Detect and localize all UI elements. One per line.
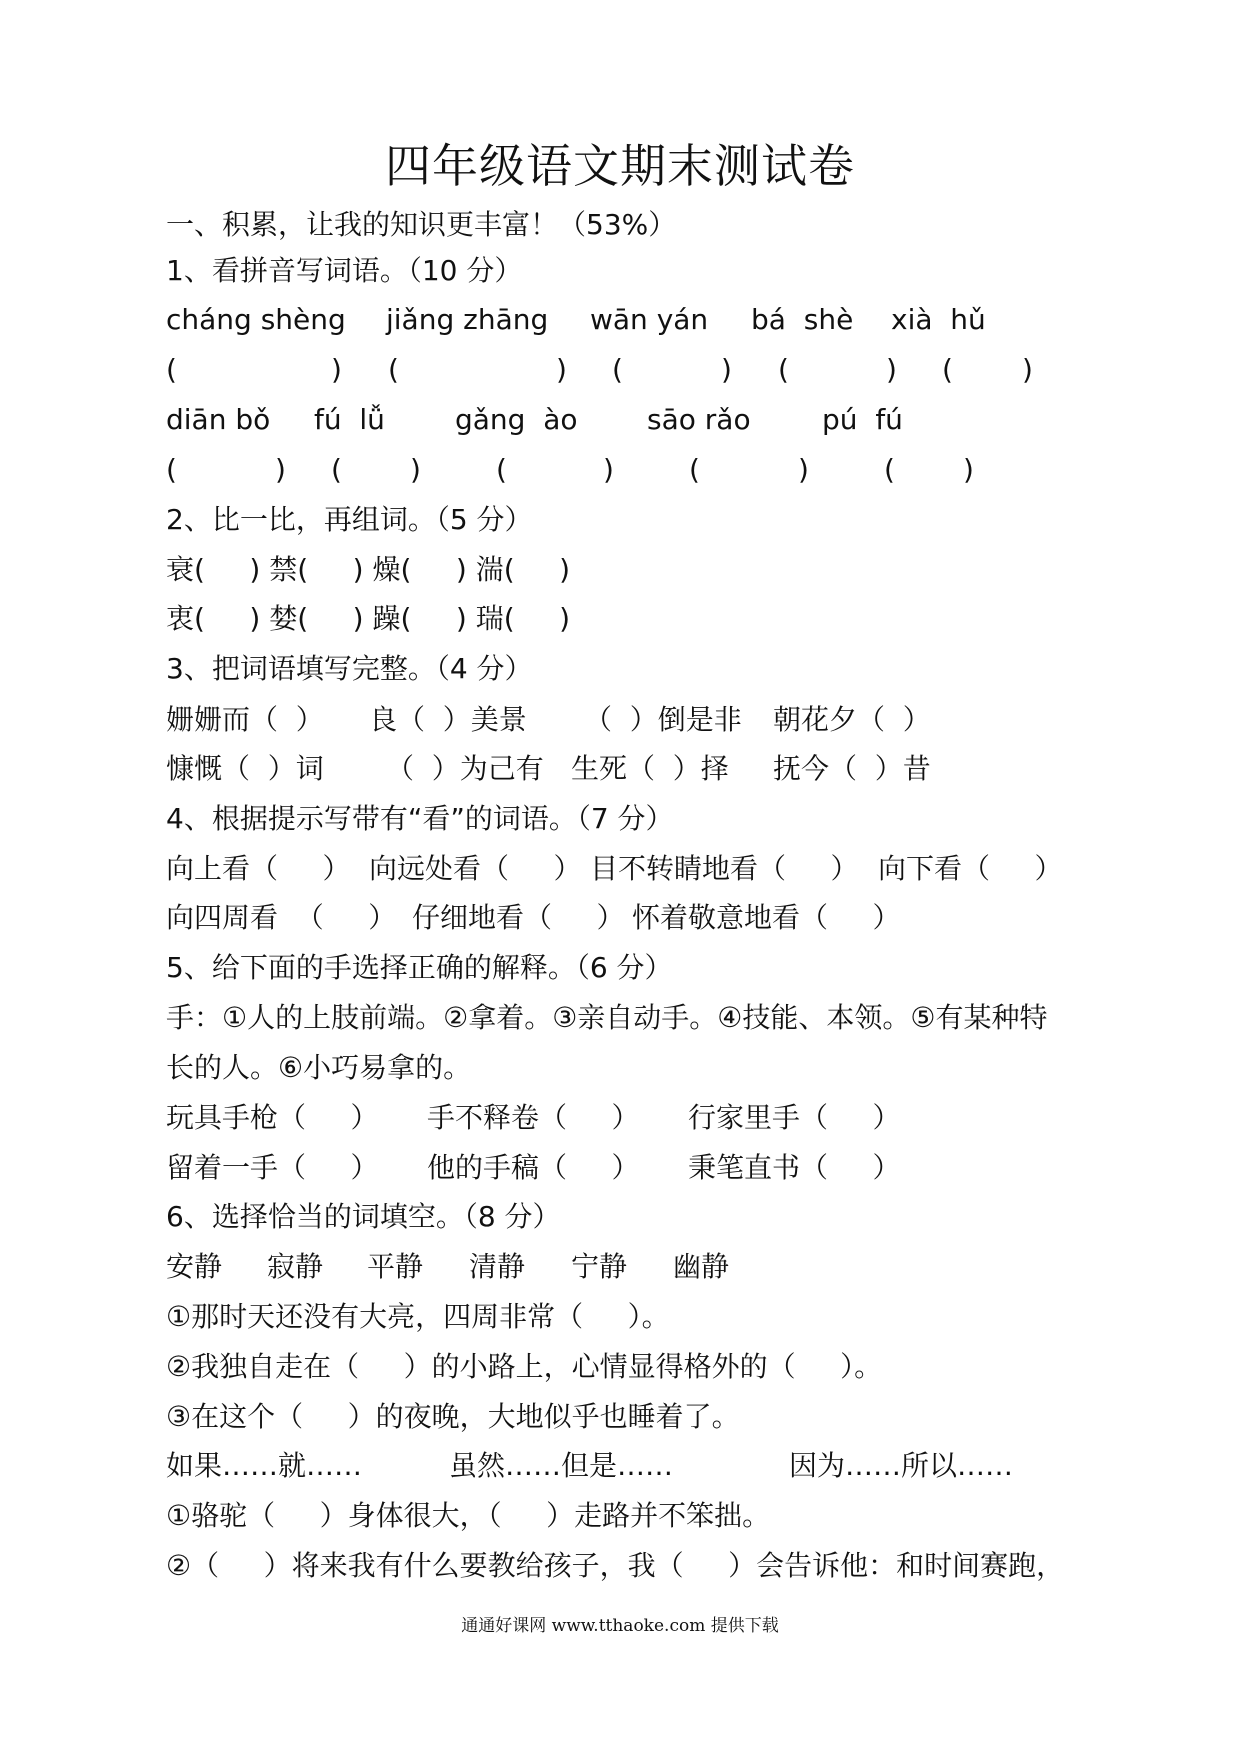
q6-heading: 6、选择恰当的词填空。（8 分）: [166, 1200, 561, 1233]
look-word-blank: 向远处看（ ）: [369, 852, 582, 885]
q2-heading: 2、比一比，再组词。（5 分）: [166, 503, 533, 536]
idiom-blank: 朝花夕（ ）: [773, 703, 931, 736]
pinyin-word: fú lǚ: [314, 403, 385, 436]
answer-bracket: (: [942, 353, 953, 386]
q2-row-1: 衰( ) 禁( ) 燥( ) 湍( ): [166, 553, 571, 586]
pinyin-word: xià hǔ: [891, 303, 986, 336]
q1-heading: 1、看拼音写词语。（10 分）: [166, 254, 523, 287]
q6-conjunction-sentence-2: ②（ ）将来我有什么要教给孩子，我（ ）会告诉他：和时间赛跑，: [166, 1549, 1065, 1582]
q6-conjunction-sentence-1: ①骆驼（ ）身体很大，（ ）走路并不笨拙。: [166, 1499, 771, 1532]
q5-row-2: [166, 1148, 1106, 1188]
look-word-blank: 目不转睛地看（ ）: [590, 852, 859, 885]
answer-bracket: (: [778, 353, 789, 386]
look-word-blank: 仔细地看（ ）: [412, 901, 625, 934]
q6-conjunction-bank: [166, 1446, 1106, 1486]
phrase-blank: 留着一手（ ）: [166, 1151, 379, 1184]
answer-bracket: (: [496, 453, 507, 486]
pinyin-word: gǎng ào: [455, 403, 578, 436]
pinyin-word: diān bǒ: [166, 403, 271, 436]
pinyin-word: jiǎng zhāng: [386, 303, 549, 336]
word-bank-item: 幽静: [673, 1250, 730, 1283]
q5-definition-line-2: 长的人。⑥小巧易拿的。: [166, 1051, 472, 1084]
answer-bracket: ): [1022, 353, 1033, 386]
word-bank-item: 宁静: [571, 1250, 628, 1283]
q6-sentence-1: ①那时天还没有大亮，四周非常（ ）。: [166, 1300, 670, 1333]
pinyin-word: sāo rǎo: [647, 403, 751, 436]
answer-bracket: (: [612, 353, 623, 386]
answer-bracket: ): [798, 453, 809, 486]
answer-bracket: ): [331, 353, 342, 386]
q3-row-1: [166, 700, 1106, 740]
idiom-blank: 慷慨（ ）词: [166, 752, 324, 785]
q5-definition-line-1: 手：①人的上肢前端。②拿着。③亲自动手。④技能、本领。⑤有某种特: [166, 1001, 1048, 1034]
q3-heading: 3、把词语填写完整。（4 分）: [166, 652, 533, 685]
word-bank-item: 清静: [469, 1250, 526, 1283]
look-word-blank: 向上看（ ）: [166, 852, 351, 885]
conjunction-item: 因为……所以……: [789, 1449, 1014, 1482]
pinyin-word: bá shè: [751, 303, 854, 336]
look-word-blank: 向下看（ ）: [878, 852, 1063, 885]
idiom-blank: 姗姗而（ ）: [166, 703, 324, 736]
idiom-blank: 抚今（ ）昔: [773, 752, 931, 785]
conjunction-item: 如果……就……: [166, 1449, 363, 1482]
q4-row-2: [166, 898, 1106, 938]
look-word-blank: 怀着敬意地看（ ）: [632, 901, 901, 934]
answer-bracket: (: [689, 453, 700, 486]
answer-bracket: (: [331, 453, 342, 486]
pinyin-word: cháng shèng: [166, 303, 346, 336]
answer-bracket: ): [556, 353, 567, 386]
word-bank-item: 安静: [166, 1250, 223, 1283]
look-word-blank: 向四周看 （ ）: [166, 901, 397, 934]
q1-answer-row-1: [166, 350, 1106, 390]
q2-row-2: 衷( ) 婪( ) 躁( ) 瑞( ): [166, 602, 571, 635]
phrase-blank: 玩具手枪（ ）: [166, 1101, 379, 1134]
answer-bracket: ): [275, 453, 286, 486]
section-heading: 一、积累，让我的知识更丰富！（53%）: [166, 208, 677, 241]
phrase-blank: 手不释卷（ ）: [427, 1101, 640, 1134]
idiom-blank: 生死（ ）择: [571, 752, 729, 785]
answer-bracket: ): [886, 353, 897, 386]
phrase-blank: 他的手稿（ ）: [427, 1151, 640, 1184]
answer-bracket: (: [884, 453, 895, 486]
answer-bracket: ): [963, 453, 974, 486]
word-bank-item: 寂静: [267, 1250, 324, 1283]
page-title: 四年级语文期末测试卷: [385, 139, 855, 193]
q6-word-bank: [166, 1247, 1106, 1287]
footer-credit: 通通好课网 www.tthaoke.com 提供下载: [461, 1616, 779, 1636]
q5-row-1: [166, 1098, 1106, 1138]
phrase-blank: 秉笔直书（ ）: [688, 1151, 901, 1184]
q5-heading: 5、给下面的手选择正确的解释。（6 分）: [166, 951, 673, 984]
q6-sentence-3: ③在这个（ ）的夜晚，大地似乎也睡着了。: [166, 1400, 740, 1433]
q3-row-2: [166, 749, 1106, 789]
q4-row-1: [166, 849, 1106, 889]
q1-answer-row-2: [166, 450, 1106, 490]
conjunction-item: 虽然……但是……: [449, 1449, 674, 1482]
q1-pinyin-row-1: [166, 300, 1106, 340]
word-bank-item: 平静: [367, 1250, 424, 1283]
idiom-blank: 良（ ）美景: [369, 703, 527, 736]
q6-sentence-2: ②我独自走在（ ）的小路上，心情显得格外的（ ）。: [166, 1350, 883, 1383]
q1-pinyin-row-2: [166, 400, 1106, 440]
pinyin-word: pú fú: [822, 403, 903, 436]
idiom-blank: （ ）倒是非: [584, 703, 742, 736]
phrase-blank: 行家里手（ ）: [688, 1101, 901, 1134]
idiom-blank: （ ）为己有: [386, 752, 544, 785]
answer-bracket: (: [388, 353, 399, 386]
answer-bracket: ): [603, 453, 614, 486]
answer-bracket: ): [721, 353, 732, 386]
pinyin-word: wān yán: [590, 303, 709, 336]
answer-bracket: (: [166, 453, 177, 486]
q4-heading: 4、根据提示写带有“看”的词语。（7 分）: [166, 802, 674, 835]
answer-bracket: ): [410, 453, 421, 486]
answer-bracket: (: [166, 353, 177, 386]
